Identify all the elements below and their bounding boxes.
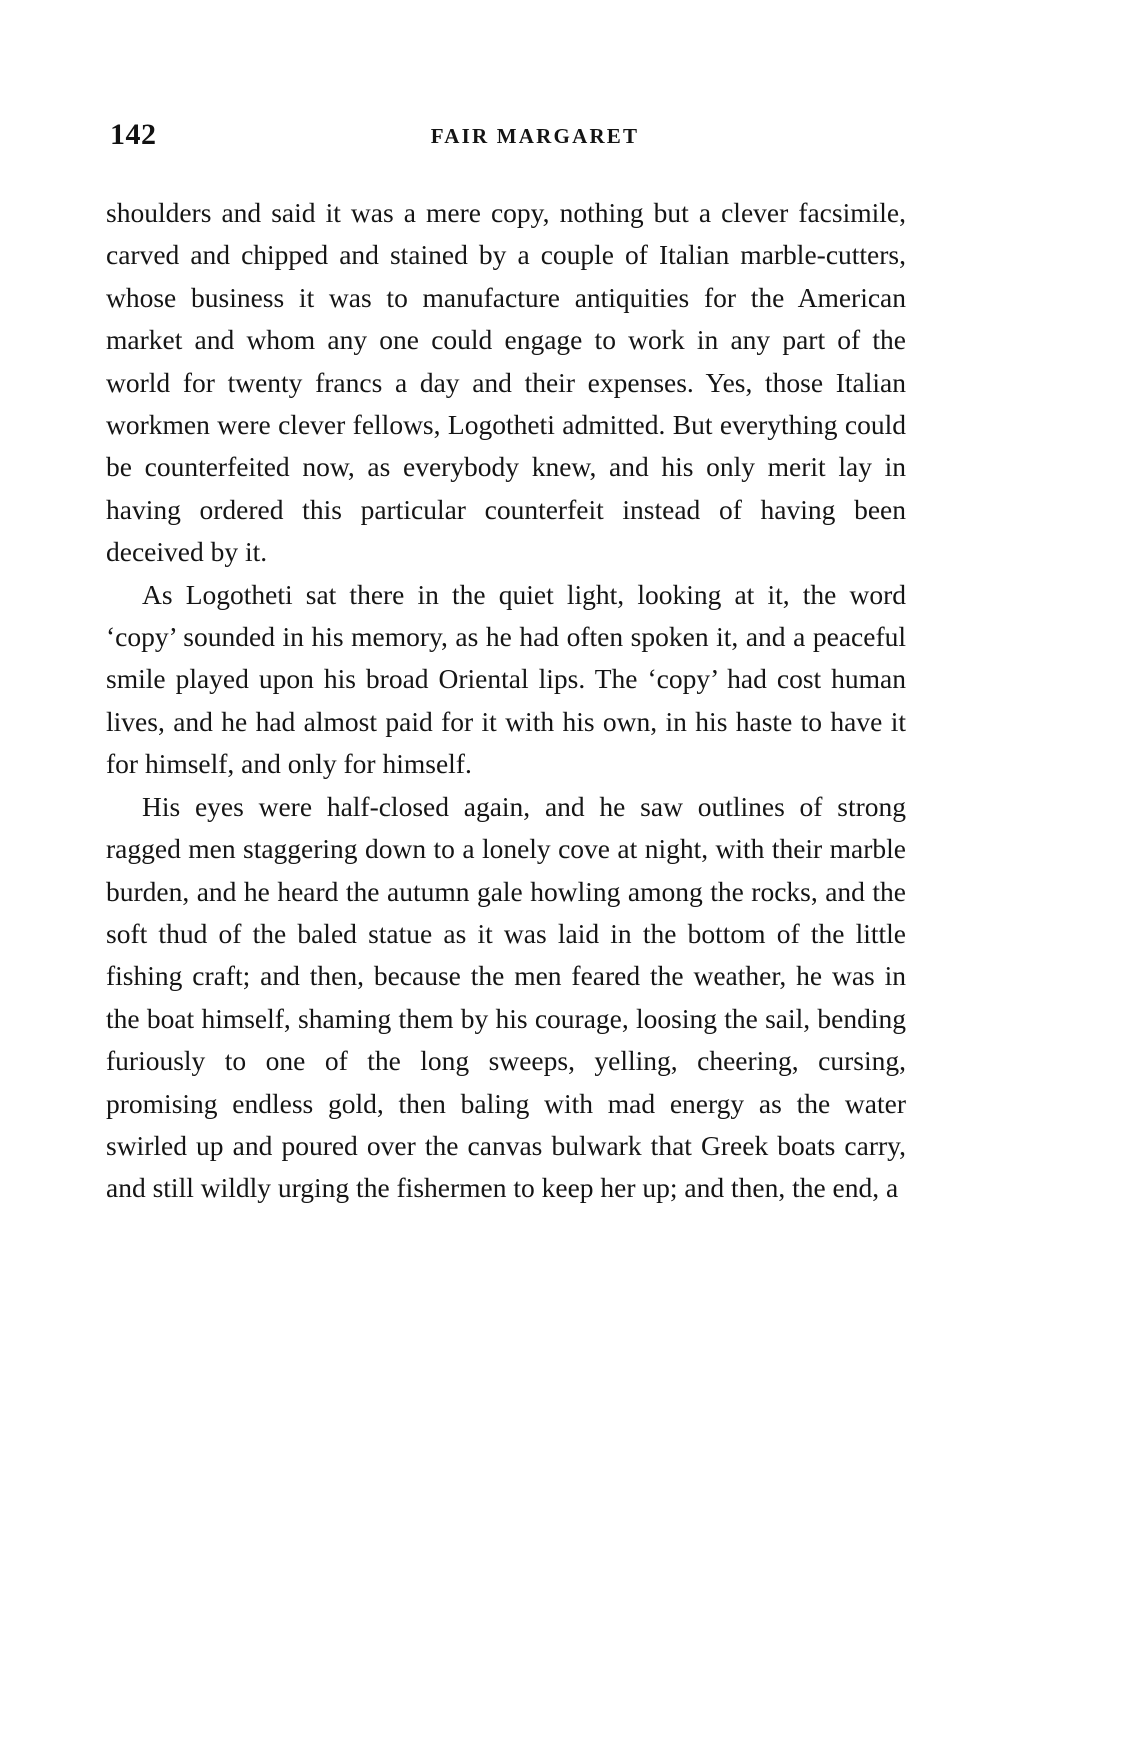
- page-number: 142: [110, 118, 157, 151]
- paragraph: shoulders and said it was a mere copy, nothing but a clever facsimile, carved and chipped and stained by a couple of Italian marble-cutters, whose business it was to manufacture antiquities for the American market and whom any one could engage to work in any part of the world for twenty francs a day and their expenses. Yes, those Italian workmen were clever fellows, Logotheti admitted. But everything could be counterfeited now, as everybody knew, and his only merit lay in having ordered this particular counterfeit instead of having been deceived by it.: [106, 197, 906, 568]
- page-body: [106, 192, 906, 1210]
- page-header: [110, 118, 900, 158]
- paragraph: As Logotheti sat there in the quiet light, looking at it, the word ‘copy’ sounded in his memory, as he had often spoken it, and a peaceful smile played upon his broad Oriental lips. The ‘copy’ had cost human lives, and he had almost paid for it with his own, in his haste to have it for himself, and only for himself.: [106, 578, 906, 780]
- paragraph: His eyes were half-closed again, and he saw outlines of strong ragged men staggering down to a lonely cove at night, with their marble burden, and he heard the autumn gale howling among the rocks, and the soft thud of the baled statue as it was laid in the bottom of the little fishing craft; and then, because the men feared the weather, he was in the boat himself, shaming them by his courage, loosing the sail, bending furiously to one of the long sweeps, yelling, cheering, cursing, promising endless gold, then baling with mad energy as the water swirled up and poured over the canvas bulwark that Greek boats carry, and still wildly urging the fishermen to keep her up; and then, the end, a: [106, 790, 906, 1204]
- running-head: FAIR MARGARET: [430, 124, 640, 148]
